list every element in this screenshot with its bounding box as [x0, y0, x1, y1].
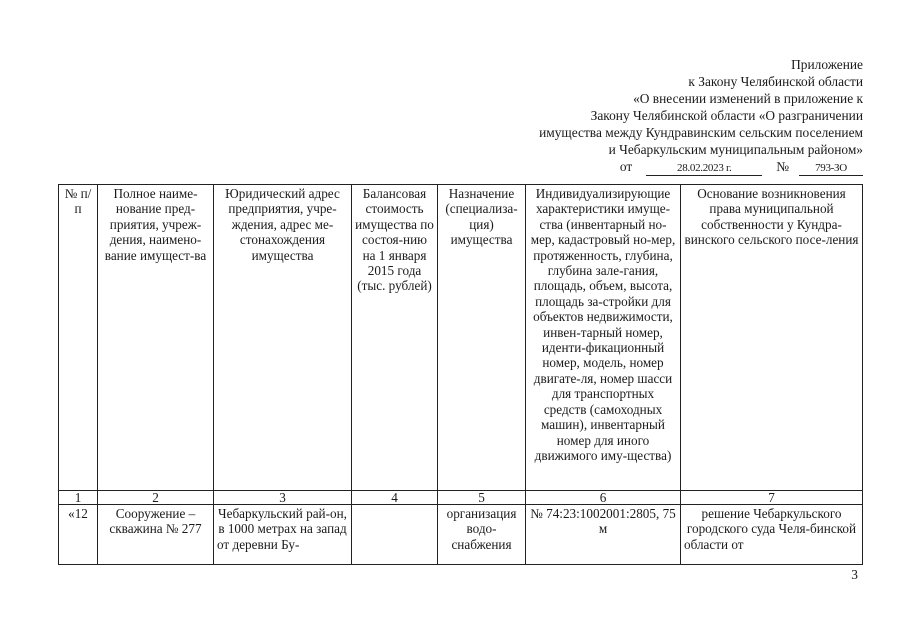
row-number: «12: [59, 505, 98, 565]
table-row: [59, 505, 863, 565]
column-number: 7: [681, 491, 863, 505]
column-number-row: [59, 491, 863, 505]
column-number: 6: [526, 491, 681, 505]
column-header: Основание возникновения права муниципальной собственности у Кундра-винского сельского посе-ления: [681, 185, 863, 491]
column-header: Полное наиме-нование пред-приятия, учреж-дения, наимено-вание имущест-ва: [98, 185, 214, 491]
law-date: 28.02.2023 г.: [646, 162, 762, 176]
document-header: [539, 56, 863, 176]
column-header: № п/п: [59, 185, 98, 491]
header-line: Закону Челябинской области «О разграничении: [590, 108, 863, 123]
header-line: имущества между Кундравинским сельским поселением: [539, 125, 863, 140]
column-header: Индивидуализирующие характеристики имуще-ства (инвентарный но-мер, кадастровый но-мер, протяженность, глубина, глубина зале-гания, площадь, объем, высота, площадь за-стройки для объектов недвижимости, инвен-тарный номер, иденти-фикационный номер, модель, номер двигате-ля, номер шасси для транспортных средств (самоходных машин), инвентарный номер для иного движимого иму-щества): [526, 185, 681, 491]
from-label: от: [619, 159, 633, 174]
column-header: Юридический адрес предприятия, учре-ждения, адрес ме-стонахождения имущества: [214, 185, 352, 491]
header-line: к Закону Челябинской области: [688, 74, 863, 89]
law-number: 793-ЗО: [799, 162, 863, 176]
balance-value: [352, 505, 438, 565]
property-characteristics: № 74:23:1002001:2805, 75 м: [526, 505, 681, 565]
column-number: 4: [352, 491, 438, 505]
column-header: Балансовая стоимость имущества по состоя-нию на 1 января 2015 года (тыс. рублей): [352, 185, 438, 491]
column-number: 5: [438, 491, 526, 505]
column-header: Назначение (специализа-ция) имущества: [438, 185, 526, 491]
header-line: и Чебаркульским муниципальным районом»: [608, 142, 863, 157]
law-date-number: [539, 158, 863, 176]
column-number: 1: [59, 491, 98, 505]
ownership-basis: решение Чебаркульского городского суда Челя-бинской области от: [681, 505, 863, 565]
page-number: 3: [851, 567, 858, 582]
property-purpose: организация водо-снабжения: [438, 505, 526, 565]
header-title: Приложение: [791, 57, 863, 72]
column-number: 3: [214, 491, 352, 505]
number-label: №: [776, 159, 789, 174]
table-header-row: [59, 185, 863, 491]
property-table: [58, 184, 863, 565]
header-line: «О внесении изменений в приложение к: [633, 91, 863, 106]
property-address: Чебаркульский рай-он, в 1000 метрах на запад от деревни Бу-: [214, 505, 352, 565]
column-number: 2: [98, 491, 214, 505]
property-name: Сооружение – скважина № 277: [98, 505, 214, 565]
